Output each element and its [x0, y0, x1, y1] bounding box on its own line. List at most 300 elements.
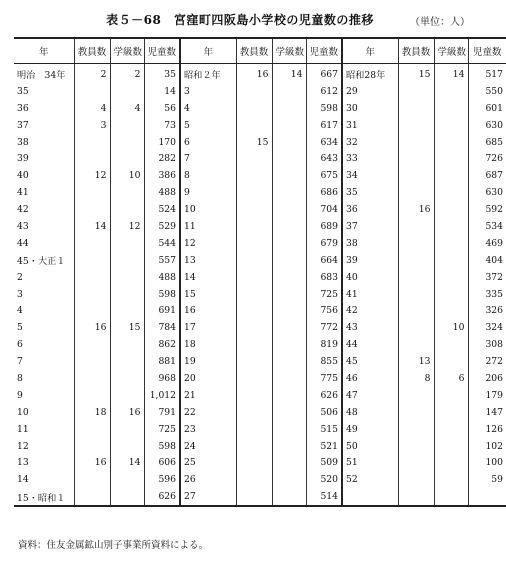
table-row [14, 404, 506, 421]
table-row [14, 454, 506, 471]
cell-classes: 10 [434, 319, 468, 336]
table-row [14, 235, 506, 252]
cell-teachers: 4 [74, 100, 110, 117]
cell-teachers [74, 252, 110, 269]
header-students: 児童数 [144, 38, 180, 64]
cell-year: 6 [17, 339, 23, 351]
cell-students: 689 [306, 218, 342, 235]
cell-year: 12 [180, 235, 236, 252]
cell-classes [110, 488, 144, 506]
cell-students: 968 [144, 370, 180, 387]
table-row [14, 438, 506, 455]
cell-students: 686 [306, 184, 342, 201]
cell-year: 昭和28年 [342, 64, 398, 83]
cell-teachers [74, 370, 110, 387]
cell-students: 308 [468, 336, 506, 353]
cell-students: 14 [144, 83, 180, 100]
cell-classes [272, 117, 306, 134]
cell-classes: 2 [110, 64, 144, 83]
table-row [14, 83, 506, 100]
cell-teachers [236, 454, 272, 471]
cell-students: 630 [468, 117, 506, 134]
cell-year: 33 [342, 150, 398, 167]
table-row [14, 167, 506, 184]
cell-students: 514 [306, 488, 342, 506]
cell-year: 11 [180, 218, 236, 235]
cell-teachers [398, 454, 434, 471]
cell-classes [434, 269, 468, 286]
cell-students: 855 [306, 353, 342, 370]
cell-classes [110, 421, 144, 438]
cell-year: 11 [17, 423, 29, 435]
cell-classes [434, 488, 468, 506]
cell-classes [110, 353, 144, 370]
cell-year: 5 [17, 322, 23, 334]
cell-students: 725 [144, 421, 180, 438]
cell-students: 73 [144, 117, 180, 134]
cell-year: 3 [17, 288, 23, 300]
cell-year: 42 [342, 302, 398, 319]
cell-teachers [398, 167, 434, 184]
cell-classes [272, 134, 306, 151]
cell-teachers [398, 438, 434, 455]
cell-year: 48 [342, 404, 398, 421]
cell-students: 592 [468, 201, 506, 218]
cell-year: 37 [17, 119, 29, 131]
cell-classes [110, 117, 144, 134]
cell-students: 819 [306, 336, 342, 353]
cell-teachers [236, 370, 272, 387]
header-students: 児童数 [306, 38, 342, 64]
cell-teachers [236, 421, 272, 438]
cell-teachers: 14 [74, 218, 110, 235]
cell-year: 15 [180, 286, 236, 303]
cell-teachers [398, 286, 434, 303]
cell-teachers [74, 83, 110, 100]
cell-students: 335 [468, 286, 506, 303]
cell-students: 524 [144, 201, 180, 218]
cell-year: 9 [180, 184, 236, 201]
cell-classes [272, 302, 306, 319]
cell-classes [434, 83, 468, 100]
cell-classes [272, 218, 306, 235]
cell-year: 昭和２年 [180, 64, 236, 83]
cell-year: 37 [342, 218, 398, 235]
cell-students: 506 [306, 404, 342, 421]
cell-year: 29 [342, 83, 398, 100]
cell-classes [272, 438, 306, 455]
cell-teachers [74, 302, 110, 319]
cell-year [342, 488, 398, 506]
cell-classes [434, 235, 468, 252]
cell-teachers [398, 336, 434, 353]
header-row [14, 38, 506, 64]
cell-classes [110, 438, 144, 455]
cell-teachers [74, 438, 110, 455]
cell-students: 691 [144, 302, 180, 319]
cell-teachers [236, 201, 272, 218]
cell-students: 102 [468, 438, 506, 455]
cell-year: 23 [180, 421, 236, 438]
table-body [14, 64, 506, 507]
cell-students: 862 [144, 336, 180, 353]
cell-year: 36 [342, 201, 398, 218]
cell-classes [272, 100, 306, 117]
table-row [14, 184, 506, 201]
table-row [14, 370, 506, 387]
cell-classes [434, 134, 468, 151]
cell-classes [272, 404, 306, 421]
cell-classes [272, 488, 306, 506]
cell-classes [434, 117, 468, 134]
cell-classes [110, 134, 144, 151]
cell-classes [110, 286, 144, 303]
header-year: 年 [180, 38, 236, 64]
table-row [14, 353, 506, 370]
cell-year: 44 [17, 237, 29, 249]
cell-classes [434, 454, 468, 471]
cell-students: 626 [144, 488, 180, 506]
cell-classes: 14 [434, 64, 468, 83]
cell-teachers [236, 336, 272, 353]
cell-teachers [236, 269, 272, 286]
header-year: 年 [14, 38, 74, 64]
table-row [14, 319, 506, 336]
cell-students: 772 [306, 319, 342, 336]
cell-students: 784 [144, 319, 180, 336]
cell-teachers [74, 353, 110, 370]
cell-students: 667 [306, 64, 342, 83]
cell-classes [434, 218, 468, 235]
cell-teachers [236, 404, 272, 421]
cell-teachers: 15 [398, 64, 434, 83]
cell-year: 25 [180, 454, 236, 471]
cell-year: 40 [342, 269, 398, 286]
cell-classes [272, 471, 306, 488]
cell-students: 756 [306, 302, 342, 319]
unit-label: （単位：人） [410, 17, 470, 28]
cell-teachers: 2 [74, 64, 110, 83]
cell-classes [434, 100, 468, 117]
cell-teachers [74, 471, 110, 488]
cell-year: 14 [17, 474, 29, 486]
cell-teachers [398, 252, 434, 269]
cell-students: 404 [468, 252, 506, 269]
cell-teachers [74, 201, 110, 218]
cell-students [468, 488, 506, 506]
cell-classes [434, 404, 468, 421]
table-row [14, 471, 506, 488]
cell-classes [434, 252, 468, 269]
cell-year: 43 [342, 319, 398, 336]
cell-students: 626 [306, 387, 342, 404]
cell-teachers: 13 [398, 353, 434, 370]
cell-year: 49 [342, 421, 398, 438]
cell-year: 39 [17, 153, 29, 165]
cell-teachers: 18 [74, 404, 110, 421]
cell-year: 39 [342, 252, 398, 269]
cell-classes [110, 370, 144, 387]
cell-year: 41 [342, 286, 398, 303]
cell-teachers [398, 387, 434, 404]
cell-classes [272, 201, 306, 218]
cell-year: 4 [180, 100, 236, 117]
cell-year: 38 [342, 235, 398, 252]
cell-classes: 12 [110, 218, 144, 235]
table-row [14, 64, 506, 83]
cell-teachers: 8 [398, 370, 434, 387]
cell-year: 10 [17, 406, 29, 418]
title-row [0, 11, 480, 29]
cell-classes [434, 184, 468, 201]
cell-year: 45・大正１ [17, 256, 66, 268]
table-row [14, 336, 506, 353]
cell-classes [110, 252, 144, 269]
cell-teachers: 15 [236, 134, 272, 151]
cell-classes [434, 286, 468, 303]
cell-students: 630 [468, 184, 506, 201]
table-row [14, 117, 506, 134]
cell-teachers: 16 [236, 64, 272, 83]
cell-students: 881 [144, 353, 180, 370]
cell-students: 617 [306, 117, 342, 134]
header-classes: 学級数 [272, 38, 306, 64]
cell-classes [272, 150, 306, 167]
cell-students: 35 [144, 64, 180, 83]
cell-students: 598 [306, 100, 342, 117]
cell-classes [434, 387, 468, 404]
cell-teachers [398, 488, 434, 506]
cell-year: 38 [17, 136, 29, 148]
cell-teachers [398, 319, 434, 336]
cell-classes: 6 [434, 370, 468, 387]
cell-teachers [74, 184, 110, 201]
cell-teachers [236, 218, 272, 235]
cell-students: 775 [306, 370, 342, 387]
cell-classes [272, 184, 306, 201]
cell-classes [110, 302, 144, 319]
cell-year: 6 [180, 134, 236, 151]
cell-students: 679 [306, 235, 342, 252]
cell-students: 598 [144, 438, 180, 455]
cell-teachers [74, 488, 110, 506]
cell-students: 147 [468, 404, 506, 421]
cell-students: 372 [468, 269, 506, 286]
cell-classes [272, 336, 306, 353]
cell-year: 8 [180, 167, 236, 184]
cell-year: 40 [17, 170, 29, 182]
cell-students: 126 [468, 421, 506, 438]
cell-teachers [74, 150, 110, 167]
cell-teachers: 16 [74, 454, 110, 471]
cell-classes: 4 [110, 100, 144, 117]
cell-teachers [236, 286, 272, 303]
cell-teachers [398, 421, 434, 438]
cell-year: 8 [17, 372, 23, 384]
cell-students: 598 [144, 286, 180, 303]
cell-year: 24 [180, 438, 236, 455]
cell-students: 386 [144, 167, 180, 184]
cell-students: 675 [306, 167, 342, 184]
cell-year: 17 [180, 319, 236, 336]
cell-year: 45 [342, 353, 398, 370]
cell-classes [272, 387, 306, 404]
cell-year: 7 [17, 356, 23, 368]
cell-students: 687 [468, 167, 506, 184]
cell-teachers [74, 336, 110, 353]
cell-students: 685 [468, 134, 506, 151]
cell-classes [272, 167, 306, 184]
cell-students: 683 [306, 269, 342, 286]
cell-teachers [398, 100, 434, 117]
cell-teachers [74, 235, 110, 252]
table-row [14, 134, 506, 151]
table-row [14, 269, 506, 286]
cell-students: 488 [144, 269, 180, 286]
cell-year: 5 [180, 117, 236, 134]
cell-classes [272, 269, 306, 286]
cell-teachers [398, 302, 434, 319]
cell-year: 26 [180, 471, 236, 488]
cell-teachers [236, 353, 272, 370]
cell-classes [434, 471, 468, 488]
cell-teachers [236, 150, 272, 167]
cell-students: 612 [306, 83, 342, 100]
cell-students: 725 [306, 286, 342, 303]
cell-year: 20 [180, 370, 236, 387]
cell-teachers [74, 286, 110, 303]
cell-year: 4 [17, 305, 23, 317]
cell-students: 791 [144, 404, 180, 421]
cell-students: 56 [144, 100, 180, 117]
cell-students: 534 [468, 218, 506, 235]
cell-classes: 10 [110, 167, 144, 184]
cell-students: 100 [468, 454, 506, 471]
cell-year: 34 [342, 167, 398, 184]
cell-classes: 15 [110, 319, 144, 336]
cell-teachers [398, 117, 434, 134]
cell-classes [110, 471, 144, 488]
cell-classes [434, 201, 468, 218]
header-year: 年 [342, 38, 398, 64]
cell-year: 明治 34年 [17, 70, 66, 82]
cell-teachers [74, 269, 110, 286]
cell-classes [272, 235, 306, 252]
cell-students: 206 [468, 370, 506, 387]
table-row [14, 302, 506, 319]
table-row [14, 252, 506, 269]
cell-classes [272, 319, 306, 336]
table-row [14, 201, 506, 218]
cell-year: 13 [17, 457, 29, 469]
cell-teachers [74, 134, 110, 151]
cell-teachers: 12 [74, 167, 110, 184]
cell-students: 557 [144, 252, 180, 269]
cell-students: 1,012 [144, 387, 180, 404]
cell-classes [110, 184, 144, 201]
cell-students: 634 [306, 134, 342, 151]
cell-classes [110, 387, 144, 404]
header-classes: 学級数 [110, 38, 144, 64]
table-row [14, 150, 506, 167]
cell-classes [434, 167, 468, 184]
cell-classes [272, 252, 306, 269]
header-teachers: 教員数 [398, 38, 434, 64]
cell-year: 51 [342, 454, 398, 471]
cell-year: 42 [17, 204, 29, 216]
cell-classes [434, 150, 468, 167]
cell-year: 12 [17, 440, 29, 452]
cell-teachers [398, 218, 434, 235]
table-row [14, 387, 506, 404]
cell-students: 509 [306, 454, 342, 471]
table-row [14, 488, 506, 506]
cell-year: 50 [342, 438, 398, 455]
cell-students: 704 [306, 201, 342, 218]
cell-classes [110, 235, 144, 252]
cell-year: 14 [180, 269, 236, 286]
cell-students: 170 [144, 134, 180, 151]
cell-students: 324 [468, 319, 506, 336]
cell-classes [272, 83, 306, 100]
cell-year: 47 [342, 387, 398, 404]
table-row [14, 286, 506, 303]
cell-teachers [236, 184, 272, 201]
cell-teachers [236, 252, 272, 269]
cell-classes [110, 269, 144, 286]
cell-students: 664 [306, 252, 342, 269]
cell-teachers [236, 167, 272, 184]
cell-classes [434, 302, 468, 319]
cell-classes [110, 83, 144, 100]
header-teachers: 教員数 [74, 38, 110, 64]
cell-classes: 14 [272, 64, 306, 83]
cell-year: 2 [17, 271, 23, 283]
cell-students: 469 [468, 235, 506, 252]
cell-teachers [236, 387, 272, 404]
cell-year: 32 [342, 134, 398, 151]
cell-classes: 14 [110, 454, 144, 471]
cell-teachers [74, 387, 110, 404]
cell-year: 3 [180, 83, 236, 100]
student-count-table [14, 37, 506, 507]
cell-year: 15・昭和１ [14, 488, 74, 506]
cell-year: 16 [180, 302, 236, 319]
cell-teachers: 3 [74, 117, 110, 134]
cell-students: 643 [306, 150, 342, 167]
table-title: 表５－68 宮窪町四阪島小学校の児童数の推移 [106, 13, 374, 27]
cell-teachers [236, 471, 272, 488]
cell-teachers [236, 235, 272, 252]
cell-students: 326 [468, 302, 506, 319]
cell-students: 179 [468, 387, 506, 404]
cell-students: 517 [468, 64, 506, 83]
cell-classes [110, 150, 144, 167]
cell-students: 488 [144, 184, 180, 201]
cell-classes [272, 353, 306, 370]
cell-teachers: 16 [74, 319, 110, 336]
cell-year: 21 [180, 387, 236, 404]
cell-teachers [236, 302, 272, 319]
cell-year: 7 [180, 150, 236, 167]
cell-classes [434, 336, 468, 353]
cell-classes [272, 286, 306, 303]
cell-classes [434, 421, 468, 438]
cell-students: 272 [468, 353, 506, 370]
header-teachers: 教員数 [236, 38, 272, 64]
cell-year: 31 [342, 117, 398, 134]
cell-teachers [236, 319, 272, 336]
